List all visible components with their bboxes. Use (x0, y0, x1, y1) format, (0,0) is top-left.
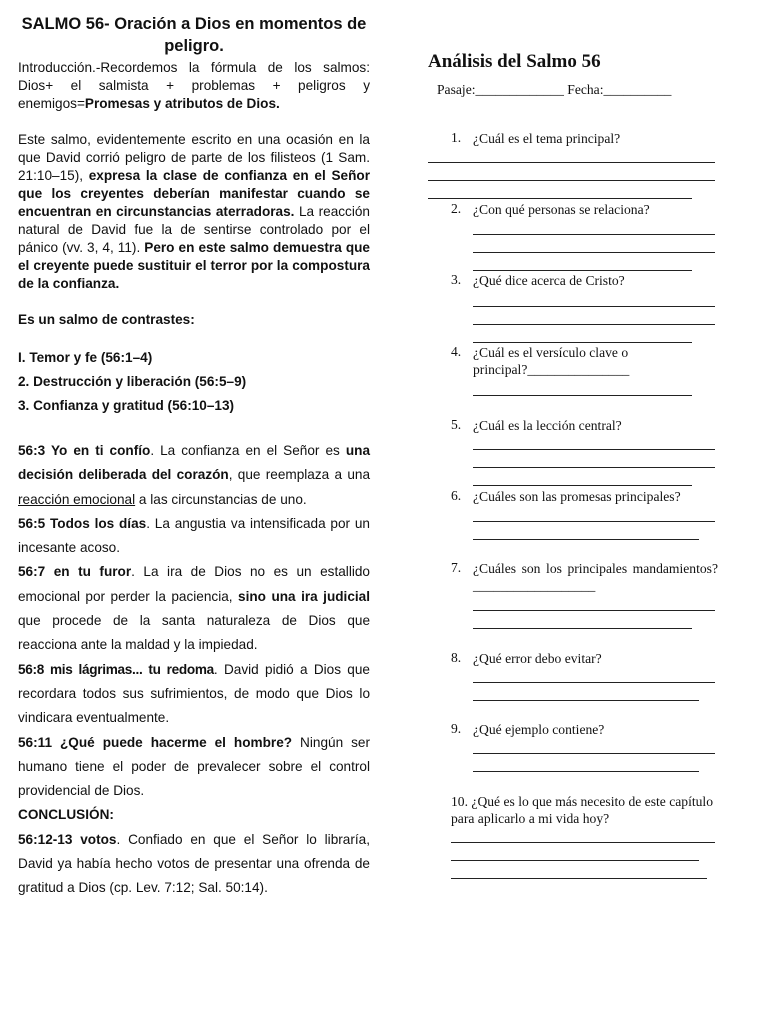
worksheet-title: Análisis del Salmo 56 (428, 51, 601, 72)
answer-line[interactable] (451, 878, 707, 879)
question-10-text: 10. ¿Qué es lo que más necesito de este capítulo para aplicarlo a mi vida hoy? (451, 794, 713, 826)
question-10 (451, 793, 716, 827)
answer-line[interactable] (473, 306, 715, 307)
question-7: 7. ¿Cuáles son los principales mandamientos?__________________ (451, 560, 718, 593)
verse-7-note: 56:7 en tu furor. La ira de Dios no es un estallido emocional por perder la paciencia, sino una ira judicial que procede de la santa naturaleza de Dios que reacciona ante la maldad y la impiedad. (18, 564, 370, 653)
question-8: 8. ¿Qué error debo evitar? (451, 650, 602, 666)
question-2: 2. ¿Con qué personas se relaciona? (451, 201, 650, 217)
context-text-a: Este salmo, evidentemente escrito en una ocasión en la que David corrió peligro de parte de los filisteos (1 Sam. 21:10–15), (18, 132, 370, 183)
answer-line[interactable] (473, 270, 692, 271)
context-paragraph (18, 131, 370, 293)
answer-line[interactable] (473, 610, 715, 611)
question-4: 4. ¿Cuál es el versículo clave o principal?_______________ (451, 344, 630, 377)
verse-5-note: 56:5 Todos los días. La angustia va intensificada por un incesante acoso. (18, 515, 370, 556)
answer-line[interactable] (473, 252, 715, 253)
intro-bold: Promesas y atributos de Dios. (84, 96, 280, 111)
intro-text: Introducción.-Recordemos la fórmula de los salmos: Dios+ el salmista + problemas + peligros y enemigos= (18, 60, 370, 111)
answer-line[interactable] (428, 198, 692, 199)
answer-line[interactable] (473, 539, 699, 540)
left-column (18, 13, 370, 901)
outline-item: 3. Confianza y gratitud (56:10–13) (18, 398, 235, 413)
verse-3-note: 56:3 Yo en ti confío. La confianza en el Señor es una decisión deliberada del corazón, que reemplaza a una reacción emocional a las circunstancias de uno. (18, 443, 371, 507)
question-3: 3. ¿Qué dice acerca de Cristo? (451, 272, 625, 288)
intro-paragraph (18, 59, 370, 113)
answer-line[interactable] (473, 700, 699, 701)
answer-line[interactable] (473, 324, 715, 325)
question-5: 5. ¿Cuál es la lección central? (451, 417, 622, 433)
answer-line[interactable] (428, 162, 715, 163)
context-bold-b: expresa la clase de confianza en el Señor que los creyentes deberían manifestar cuando se encuentran en circunstancias aterradoras. (18, 168, 370, 219)
answer-line[interactable] (473, 753, 715, 754)
answer-line[interactable] (473, 467, 715, 468)
verse-11-note: 56:11 ¿Qué puede hacerme el hombre? Ningún ser humano tiene el poder de prevalecer sobre el control providencial de Dios. (18, 734, 370, 799)
context-text-c: La reacción natural de David fue la de sentirse controlado por el pánico (vv. 3, 4, 11). (18, 204, 370, 255)
conclusion-heading: CONCLUSIÓN: (18, 807, 114, 823)
worksheet (428, 50, 718, 826)
outline-item: 2. Destrucción y liberación (56:5–9) (18, 374, 247, 389)
question-9: 9. ¿Qué ejemplo contiene? (451, 721, 605, 737)
contrast-heading: Es un salmo de contrastes: (18, 312, 195, 327)
answer-line[interactable] (473, 449, 715, 450)
answer-line[interactable] (473, 342, 692, 343)
question-6: 6. ¿Cuáles son las promesas principales? (451, 488, 681, 504)
answer-line[interactable] (451, 842, 715, 843)
answer-line[interactable] (473, 521, 715, 522)
outline-item: I. Temor y fe (56:1–4) (18, 350, 153, 365)
answer-line[interactable] (473, 771, 699, 772)
page-title: SALMO 56- Oración a Dios en momentos de peligro. (21, 15, 367, 55)
pasaje-fecha-line: Pasaje:_____________ Fecha:__________ (437, 82, 672, 97)
answer-line[interactable] (473, 682, 715, 683)
answer-line[interactable] (428, 180, 715, 181)
verse-8-note: 56:8 mis lágrimas... tu redoma. David pidió a Dios que recordara todos sus sufrimientos, de modo que Dios lo vindicara eventualmente. (18, 661, 370, 726)
answer-line[interactable] (451, 860, 699, 861)
context-bold-d: Pero en este salmo demuestra que el creyente puede sustituir el terror por la compostura de la confianza. (18, 240, 370, 291)
question-1: 1. ¿Cuál es el tema principal? (451, 130, 621, 146)
answer-line[interactable] (473, 628, 692, 629)
answer-line[interactable] (473, 485, 692, 486)
answer-line[interactable] (473, 395, 692, 396)
answer-line[interactable] (473, 234, 715, 235)
verse-12-note: 56:12-13 votos. Confiado en que el Señor lo libraría, David ya había hecho votos de presentar una ofrenda de gratitud a Dios (cp. Lev. 7:12; Sal. 50:14). (18, 831, 370, 896)
